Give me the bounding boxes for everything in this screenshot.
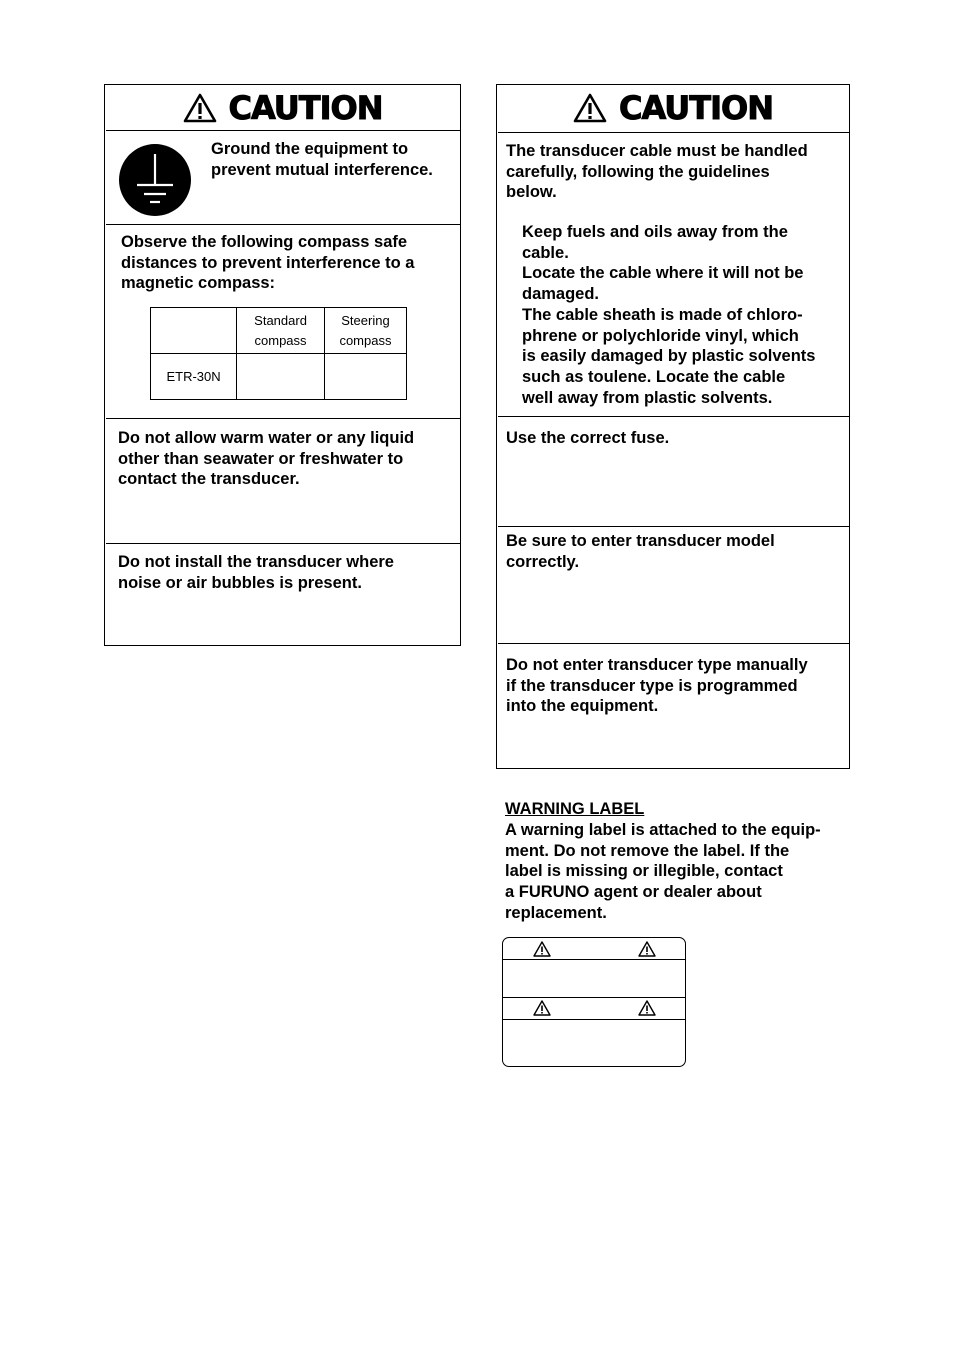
compass-instruction: Observe the following compass safe distances to prevent interference to a magnetic compass: <box>121 233 415 293</box>
warning-triangle-icon <box>573 93 607 123</box>
warning-label-title: WARNING LABEL <box>505 800 645 818</box>
divider <box>498 643 849 644</box>
divider <box>106 418 460 419</box>
cable-guidelines: Keep fuels and oils away from the cable. Locate the cable where it will not be damaged. The cable sheath is made of chloro- phrene or polychloride vinyl, which is easily damaged by plastic solvents such as toulene. Locate the cable well away from plastic solvents. <box>522 223 816 407</box>
warning-triangle-icon <box>183 93 217 123</box>
divider <box>106 543 460 544</box>
table-row-label: ETR-30N <box>151 354 237 400</box>
divider <box>503 959 685 960</box>
noise-instruction: Do not install the transducer where noise or air bubbles is present. <box>118 553 394 592</box>
warning-triangle-icon <box>638 941 656 957</box>
left-caution-title: CAUTION <box>228 89 383 127</box>
warning-label-illustration <box>502 937 686 1067</box>
table-cell-steering <box>324 354 406 400</box>
table-cell-standard <box>237 354 325 400</box>
ground-symbol-icon <box>119 144 191 216</box>
divider <box>106 224 460 225</box>
divider <box>498 132 849 133</box>
warning-triangle-icon <box>533 1000 551 1016</box>
table-header-empty <box>151 308 237 354</box>
table-header-standard: Standard compass <box>237 308 325 354</box>
type-instruction: Do not enter transducer type manually if the transducer type is programmed into the equipment. <box>506 656 808 716</box>
divider <box>503 997 685 998</box>
warning-label-body: A warning label is attached to the equip- ment. Do not remove the label. If the label is missing or illegible, contact a FURUNO agent or dealer about replacement. <box>505 821 821 922</box>
right-caution-title: CAUTION <box>619 89 773 127</box>
fuse-instruction: Use the correct fuse. <box>506 429 670 447</box>
warning-triangle-icon <box>533 941 551 957</box>
compass-distance-table <box>150 307 407 400</box>
left-caution-header <box>104 86 461 130</box>
warning-triangle-icon <box>638 1000 656 1016</box>
divider <box>498 416 849 417</box>
divider <box>106 130 460 131</box>
water-instruction: Do not allow warm water or any liquid other than seawater or freshwater to contact the transducer. <box>118 429 415 489</box>
divider <box>498 526 849 527</box>
table-header-steering: Steering compass <box>324 308 406 354</box>
right-caution-header <box>496 86 850 130</box>
divider <box>503 1019 685 1020</box>
model-instruction: Be sure to enter transducer model correctly. <box>506 532 775 571</box>
ground-instruction: Ground the equipment to prevent mutual interference. <box>211 140 433 179</box>
cable-intro: The transducer cable must be handled carefully, following the guidelines below. <box>506 142 808 202</box>
